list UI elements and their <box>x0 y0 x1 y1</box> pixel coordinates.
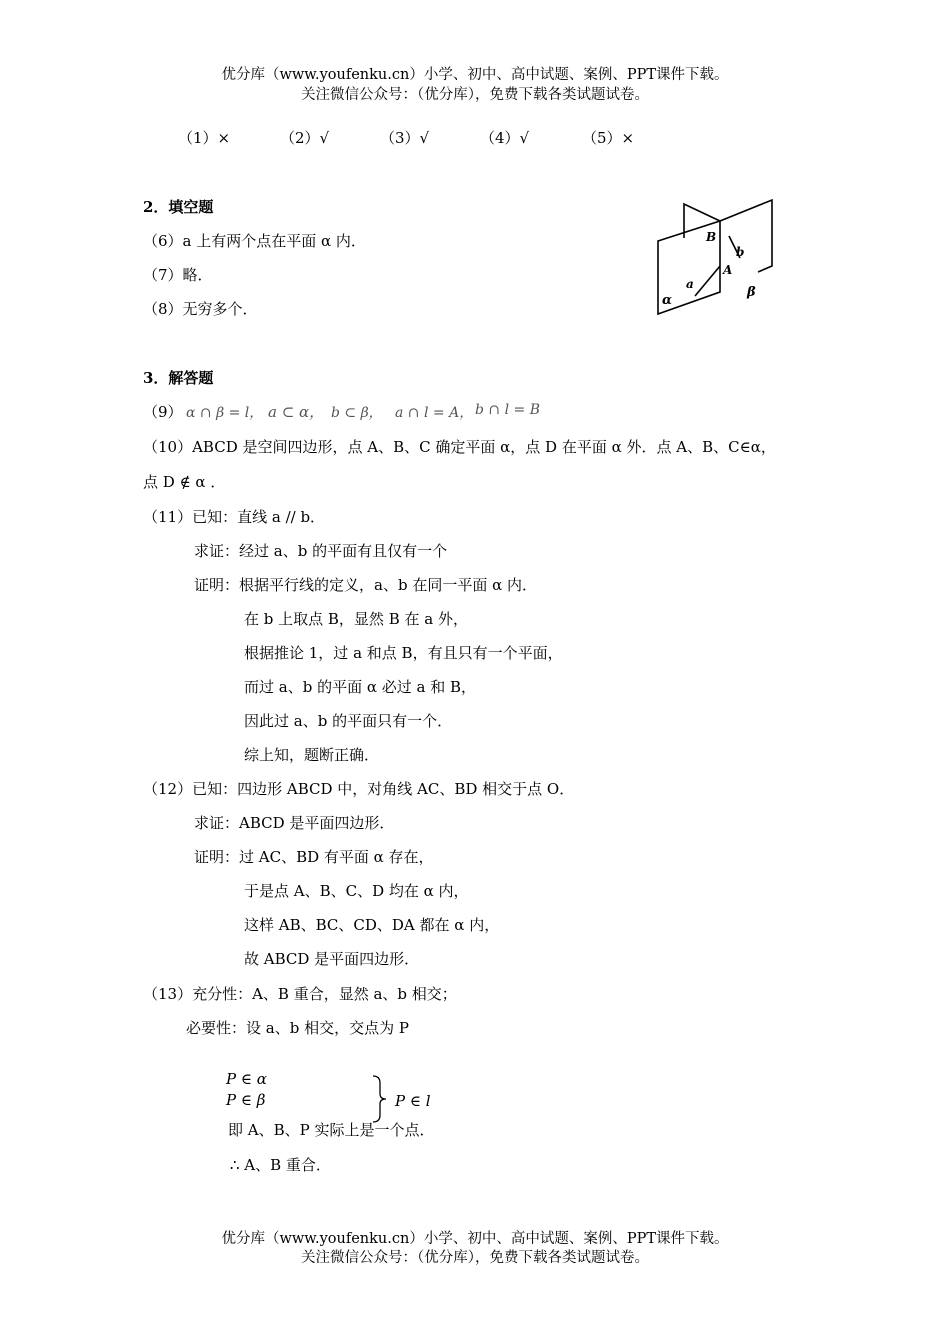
label-b: b <box>736 245 745 259</box>
section-3-title: 3．解答题 <box>143 369 214 387</box>
q9-number: （9） <box>143 403 183 421</box>
answer-1: （1）× <box>178 129 231 147</box>
q11-conclusion: 综上知，题断正确． <box>244 746 380 764</box>
q9-part-3: b ⊂ β， <box>331 405 383 421</box>
q13-sufficiency: （13）充分性：A、B 重合，显然 a、b 相交； <box>143 985 457 1003</box>
answer-5: （5）× <box>582 129 635 147</box>
q13-same-point: 即 A、B、P 实际上是一个点． <box>228 1121 435 1139</box>
answer-4: （4）√ <box>480 129 530 147</box>
q12-proof-1: 证明：过 AC、BD 有平面 α 存在， <box>194 848 434 866</box>
q11-proof-4: 而过 a、b 的平面 α 必过 a 和 B， <box>244 678 477 696</box>
q11-given: （11）已知：直线 a // b． <box>143 508 326 526</box>
fill-item-8: （8）无穷多个． <box>143 300 258 318</box>
header-line-2: 关注微信公众号：（优分库），免费下载各类试题试卷。 <box>301 87 649 103</box>
label-A: A <box>723 263 733 277</box>
q12-proof-2: 于是点 A、B、C、D 均在 α 内， <box>244 882 469 900</box>
section-2-title: 2．填空题 <box>143 198 214 216</box>
q10-line-2: 点 D ∉ α ． <box>143 473 226 491</box>
label-beta: β <box>747 285 756 300</box>
q12-prove: 求证：ABCD 是平面四边形． <box>194 814 395 832</box>
q11-proof-3: 根据推论 1，过 a 和点 B，有且只有一个平面， <box>244 644 563 662</box>
right-brace-icon <box>370 1074 392 1124</box>
answer-2: （2）√ <box>280 129 330 147</box>
q11-prove: 求证：经过 a、b 的平面有且仅有一个 <box>194 542 448 560</box>
q10-line-1: （10）ABCD 是空间四边形，点 A、B、C 确定平面 α，点 D 在平面 α 外．点 A、B、C∈α， <box>143 438 776 456</box>
q12-given: （12）已知：四边形 ABCD 中，对角线 AC、BD 相交于点 O． <box>143 780 575 798</box>
system-eq-1: P ∈ α <box>226 1070 267 1088</box>
planes-figure <box>652 196 778 318</box>
q9-part-2: a ⊂ α， <box>268 403 325 421</box>
label-alpha: α <box>662 293 673 308</box>
q9-part-1: α ∩ β = l， <box>186 405 264 421</box>
system-eq-2: P ∈ β <box>226 1091 266 1109</box>
fill-item-7: （7）略． <box>143 266 213 284</box>
answer-3: （3）√ <box>380 129 430 147</box>
q13-necessity: 必要性：设 a、b 相交，交点为 P <box>186 1019 409 1037</box>
q11-proof-2: 在 b 上取点 B，显然 B 在 a 外， <box>244 610 468 628</box>
q11-proof-1: 证明：根据平行线的定义，a、b 在同一平面 α 内． <box>194 576 537 594</box>
q13-conclusion: ∴ A、B 重合． <box>230 1156 331 1174</box>
footer-line-2: 关注微信公众号：（优分库），免费下载各类试题试卷。 <box>301 1250 649 1266</box>
header-line-1: 优分库（www.youfenku.cn）小学、初中、高中试题、案例、PPT课件下载。 <box>221 67 729 83</box>
q12-proof-3: 这样 AB、BC、CD、DA 都在 α 内， <box>244 916 500 934</box>
q11-proof-5: 因此过 a、b 的平面只有一个． <box>244 712 453 730</box>
label-B: B <box>706 230 717 244</box>
q9-part-5: b ∩ l = B <box>475 402 540 418</box>
footer-line-1: 优分库（www.youfenku.cn）小学、初中、高中试题、案例、PPT课件下载。 <box>221 1231 729 1247</box>
system-result: P ∈ l <box>395 1092 431 1110</box>
q9-part-4: a ∩ l = A， <box>395 405 474 421</box>
label-a: a <box>686 277 694 291</box>
fill-item-6: （6）a 上有两个点在平面 α 内． <box>143 232 366 250</box>
q12-conclusion: 故 ABCD 是平面四边形． <box>244 950 420 968</box>
